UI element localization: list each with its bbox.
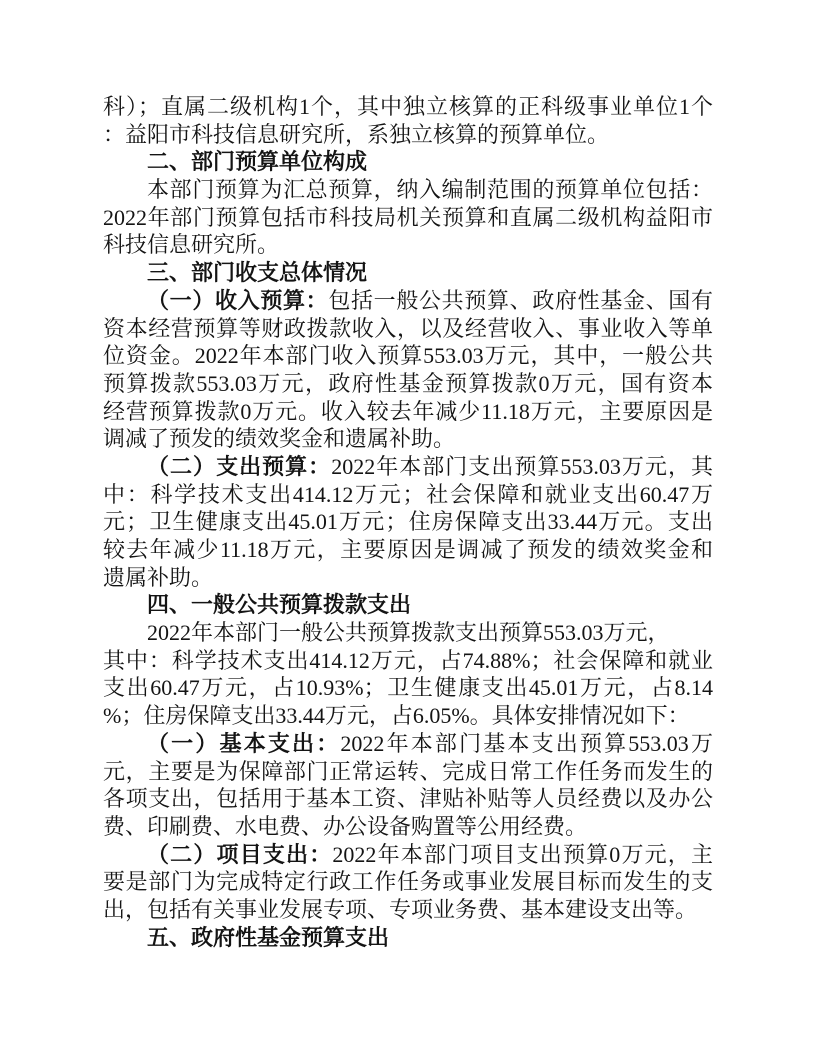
body-text: 较去年减少11.18万元，主要原因是调减了预发的绩效奖金和	[103, 537, 713, 562]
bold-text: 五、政府性基金预算支出	[147, 924, 390, 950]
text-line	[103, 841, 713, 869]
body-text: %；住房保障支出33.44万元，占6.05%。具体安排情况如下：	[103, 703, 690, 729]
text-line	[103, 758, 713, 786]
text-line	[103, 868, 713, 896]
bold-text: 三、部门收支总体情况	[147, 260, 368, 286]
body-text: 中：科学技术支出414.12万元；社会保障和就业支出60.47万	[103, 481, 713, 507]
body-text: 要是部门为完成特定行政工作任务或事业发展目标而发生的支	[103, 869, 713, 895]
text-line	[103, 93, 713, 121]
body-text: 2022年本部门一般公共预算拨款支出预算553.03万元，	[147, 620, 670, 646]
text-line	[103, 370, 713, 398]
body-text: 调减了预发的绩效奖金和遗属补助。	[103, 426, 456, 452]
body-text: 2022年本部门基本支出预算553.03万	[340, 730, 713, 756]
document-body	[103, 93, 713, 951]
body-text: 本部门预算为汇总预算，纳入编制范围的预算单位包括：	[147, 177, 713, 203]
body-text: 资本经营预算等财政拨款收入，以及经营收入、事业收入等单	[103, 315, 713, 341]
text-line	[103, 564, 713, 592]
bold-text: （二）支出预算：	[147, 453, 332, 479]
bold-text: （二）项目支出：	[147, 841, 333, 867]
body-text: 出，包括有关事业发展专项、专项业务费、基本建设支出等。	[103, 896, 698, 922]
text-line	[103, 481, 713, 509]
text-line	[103, 315, 713, 343]
text-line	[103, 896, 713, 924]
text-line	[103, 730, 713, 758]
text-line	[103, 647, 713, 675]
text-line	[103, 785, 713, 813]
bold-text: （一）收入预算：	[147, 287, 329, 313]
body-text: 各项支出，包括用于基本工资、津贴补贴等人员经费以及办公	[103, 786, 713, 812]
body-text: 包括一般公共预算、政府性基金、国有	[328, 287, 713, 313]
text-line	[103, 231, 713, 259]
text-line	[103, 342, 713, 370]
body-text: 2022年本部门项目支出预算0万元，主	[332, 841, 713, 867]
body-text: 费、印刷费、水电费、办公设备购置等公用经费。	[103, 813, 588, 839]
bold-text: （一）基本支出：	[147, 730, 341, 756]
text-line	[103, 121, 713, 149]
section-heading	[103, 259, 713, 287]
body-text: 经营预算拨款0万元。收入较去年减少11.18万元，主要原因是	[103, 398, 713, 424]
text-line	[103, 453, 713, 481]
text-line	[103, 813, 713, 841]
body-text: 科）；直属二级机构1个，其中独立核算的正科级事业单位1个	[103, 94, 713, 119]
text-line	[103, 674, 713, 702]
text-line	[103, 536, 713, 564]
body-text: ：益阳市科技信息研究所，系独立核算的预算单位。	[103, 121, 610, 147]
body-text: 2022年部门预算包括市科技局机关预算和直属二级机构益阳市	[103, 204, 713, 230]
body-text: 支出60.47万元，占10.93%；卫生健康支出45.01万元，占8.14	[103, 675, 713, 701]
bold-text: 二、部门预算单位构成	[147, 149, 368, 175]
text-line	[103, 176, 713, 204]
text-line	[103, 425, 713, 453]
body-text: 遗属补助。	[103, 564, 214, 590]
body-text: 2022年本部门支出预算553.03万元，其	[331, 453, 713, 479]
text-line	[103, 398, 713, 426]
text-line	[103, 619, 713, 647]
body-text: 预算拨款553.03万元，政府性基金预算拨款0万元，国有资本	[103, 370, 713, 396]
body-text: 科技信息研究所。	[103, 232, 280, 258]
text-line	[103, 702, 713, 730]
bold-text: 四、一般公共预算拨款支出	[147, 592, 412, 618]
section-heading	[103, 924, 713, 952]
body-text: 位资金。2022年本部门收入预算553.03万元，其中，一般公共	[103, 343, 713, 369]
section-heading	[103, 148, 713, 176]
body-text: 其中：科学技术支出414.12万元，占74.88%；社会保障和就业	[103, 647, 713, 673]
body-text: 元，主要是为保障部门正常运转、完成日常工作任务而发生的	[103, 758, 713, 784]
text-line	[103, 287, 713, 315]
section-heading	[103, 591, 713, 619]
text-line	[103, 508, 713, 536]
text-line	[103, 204, 713, 232]
body-text: 元；卫生健康支出45.01万元；住房保障支出33.44万元。支出	[103, 509, 713, 535]
